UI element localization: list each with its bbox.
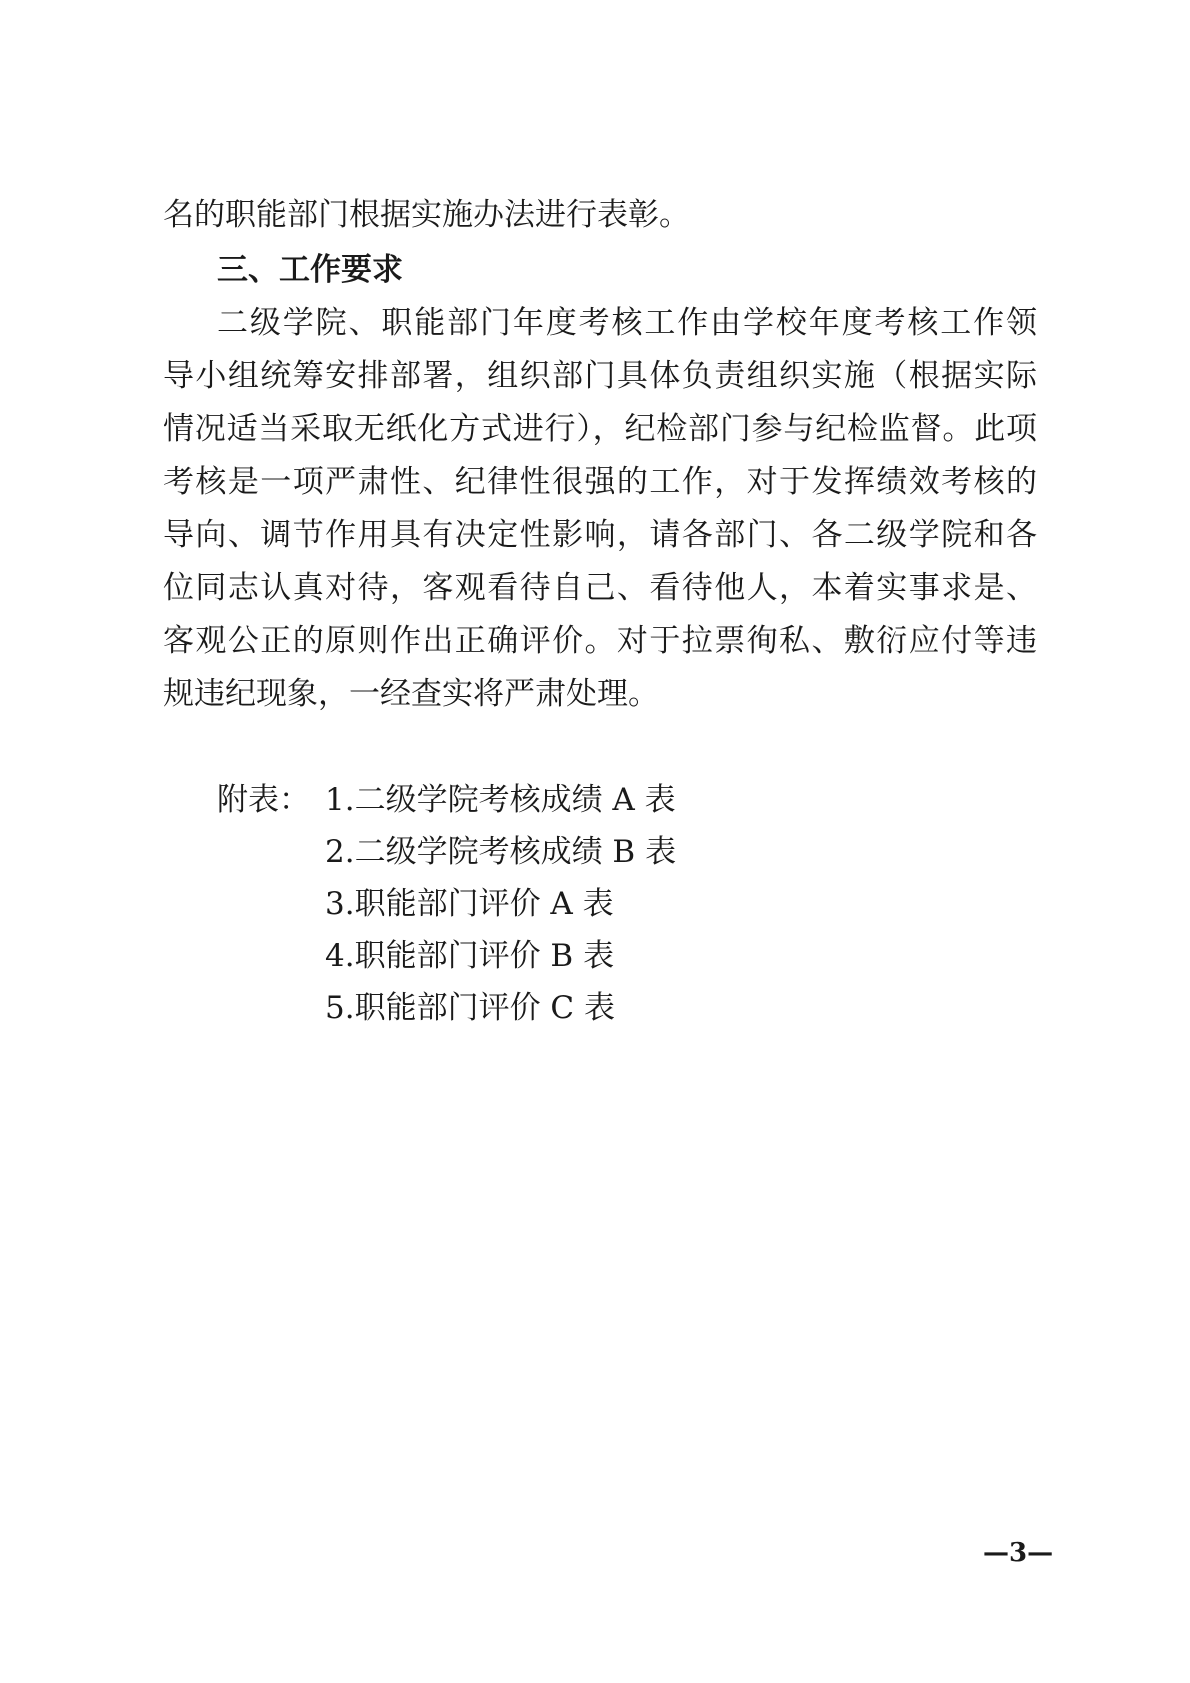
paragraph-line: 考核是一项严肃性、纪律性很强的工作，对于发挥绩效考核的	[163, 464, 1037, 500]
attachment-item: 1.二级学院考核成绩 A 表	[325, 782, 676, 818]
paragraph-line: 导向、调节作用具有决定性影响，请各部门、各二级学院和各	[163, 517, 1037, 553]
paragraph-line: 导小组统筹安排部署，组织部门具体负责组织实施（根据实际	[163, 358, 1037, 394]
paragraph-line: 二级学院、职能部门年度考核工作由学校年度考核工作领	[217, 305, 1037, 341]
attachment-item: 5.职能部门评价 C 表	[325, 990, 616, 1026]
attachment-item: 4.职能部门评价 B 表	[325, 938, 615, 974]
paragraph-line: 情况适当采取无纸化方式进行），纪检部门参与纪检监督。此项	[163, 411, 1037, 447]
paragraph-line: 客观公正的原则作出正确评价。对于拉票徇私、敷衍应付等违	[163, 623, 1037, 659]
attachment-item: 3.职能部门评价 A 表	[325, 886, 614, 922]
attachments-label: 附表：	[217, 782, 310, 818]
section-heading: 三、工作要求	[217, 252, 403, 288]
intro-tail-line: 名的职能部门根据实施办法进行表彰。	[163, 197, 690, 233]
paragraph-line: 位同志认真对待，客观看待自己、看待他人，本着实事求是、	[163, 570, 1037, 606]
paragraph-line: 规违纪现象，一经查实将严肃处理。	[163, 676, 659, 712]
attachment-item: 2.二级学院考核成绩 B 表	[325, 834, 677, 870]
page-number: —3—	[983, 1538, 1054, 1568]
